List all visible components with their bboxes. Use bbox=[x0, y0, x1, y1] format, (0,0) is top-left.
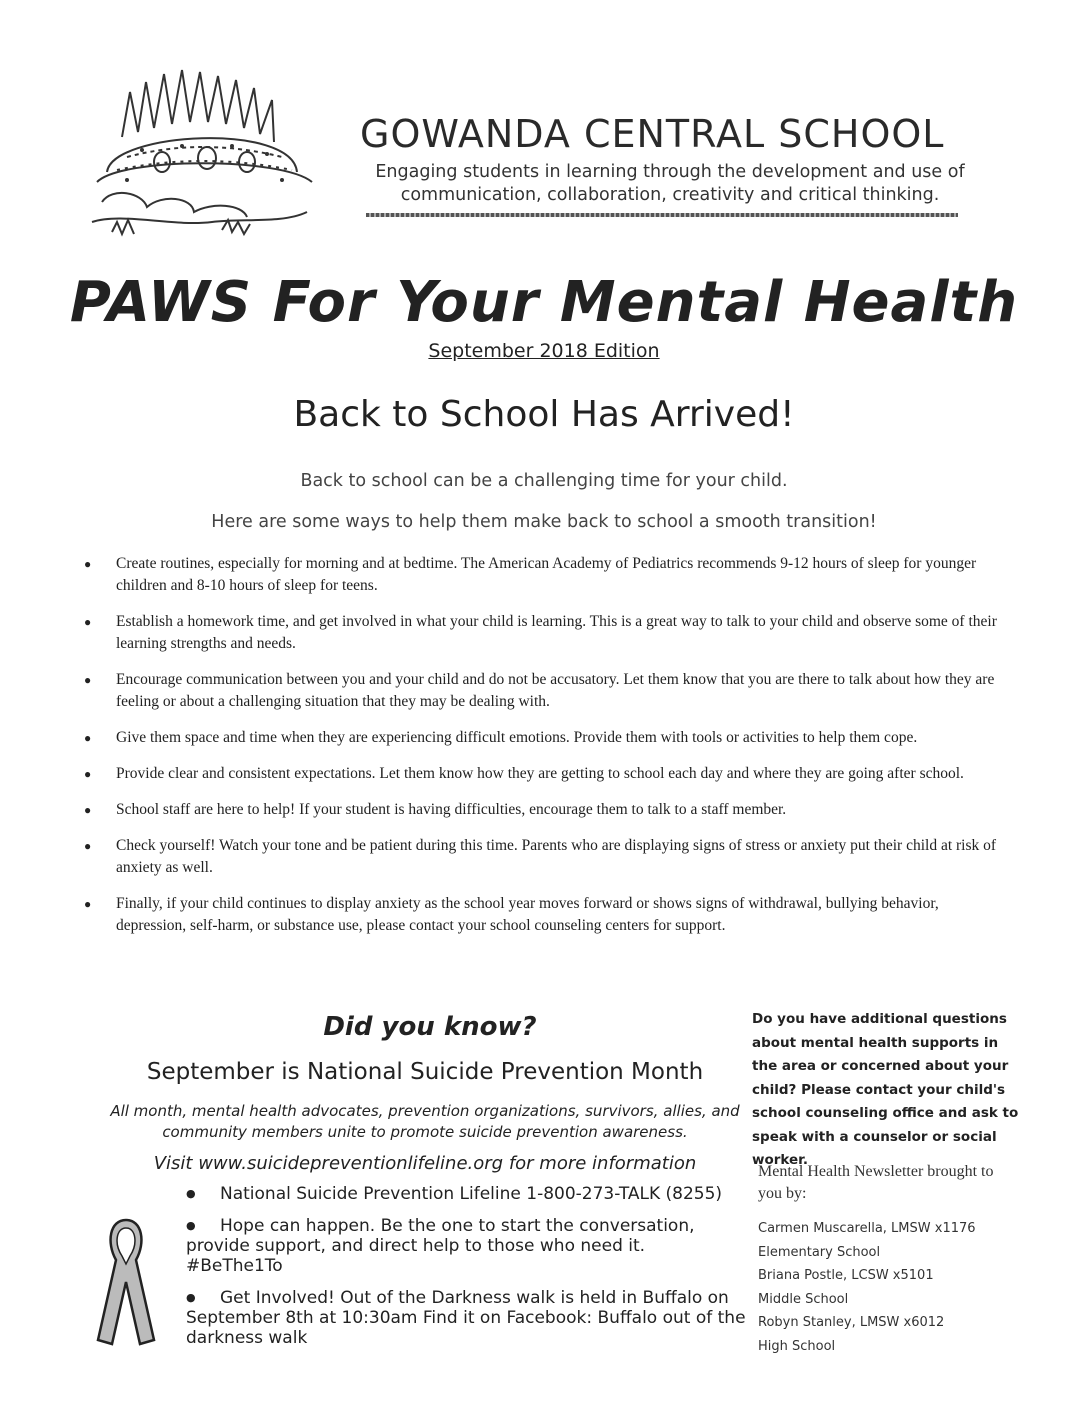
staff-school: Middle School bbox=[758, 1291, 849, 1307]
staff-name: Carmen Muscarella, LMSW x1176 bbox=[758, 1221, 976, 1236]
school-logo-icon bbox=[82, 62, 322, 247]
awareness-paragraph: All month, mental health advocates, prevention organizations, survivors, allies, and community members unite to promote suicide prevention awareness. bbox=[110, 1102, 740, 1141]
list-item: ● Provide clear and consistent expectations. Let them know how they are getting to school each day and where they are going after school. bbox=[82, 763, 1002, 785]
staff-school: High School bbox=[758, 1338, 836, 1354]
list-item: ● Finally, if your child continues to display anxiety as the school year moves forward or shows signs of withdrawal, bullying behavior, depression, self-harm, or substance use, please contact your school counseling centers for support. bbox=[84, 895, 939, 934]
intro-line-1: Back to school can be a challenging time for your child. bbox=[300, 471, 788, 491]
staff-name: Briana Postle, LCSW x5101 bbox=[758, 1268, 934, 1283]
bullet-icon: ● bbox=[84, 731, 92, 745]
bullet-icon: ● bbox=[84, 767, 92, 781]
bullet-icon: ● bbox=[84, 839, 92, 853]
school-name: GOWANDA CENTRAL SCHOOL bbox=[360, 112, 945, 156]
main-heading: Back to School Has Arrived! bbox=[293, 394, 795, 435]
bullet-icon: ● bbox=[84, 897, 92, 911]
contact-question: Do you have additional questions about mental health supports in the area or concerned about your child? Please contact your child's school counseling office and ask to speak with a counselor or social worker. bbox=[752, 1011, 1019, 1168]
list-item: ● School staff are here to help! If your student is having difficulties, encourage them to talk to a staff member. bbox=[82, 799, 1002, 821]
bullet-icon: ● bbox=[186, 1187, 196, 1200]
staff-school: Elementary School bbox=[758, 1244, 881, 1260]
list-item: ● Give them space and time when they are experiencing difficult emotions. Provide them with tools or activities to help them cope. bbox=[82, 727, 1002, 749]
tips-list bbox=[82, 553, 1002, 951]
newsletter-title: PAWS For Your Mental Health bbox=[69, 270, 1019, 335]
bullet-icon: ● bbox=[84, 615, 92, 629]
staff-list bbox=[758, 1217, 1018, 1358]
did-you-know-heading: Did you know? bbox=[323, 1012, 537, 1042]
intro-line-2: Here are some ways to help them make back to school a smooth transition! bbox=[211, 512, 877, 532]
credits-heading: Mental Health Newsletter brought to you by: bbox=[758, 1163, 994, 1202]
suicide-prevention-month-heading: September is National Suicide Prevention Month bbox=[146, 1059, 704, 1085]
edition-label: September 2018 Edition bbox=[428, 340, 660, 362]
list-item: ● Get Involved! Out of the Darkness walk is held in Buffalo on September 8th at 10:30am Find it on Facebook: Buffalo out of the darkness walk bbox=[186, 1288, 746, 1348]
awareness-ribbon-icon bbox=[86, 1212, 166, 1352]
list-item: ● Hope can happen. Be the one to start the conversation, provide support, and direct help to those who need it. #BeThe1To bbox=[186, 1216, 695, 1276]
bullet-icon: ● bbox=[84, 557, 92, 571]
school-tagline-line-1: Engaging students in learning through the development and use of bbox=[375, 162, 965, 182]
list-item: ● Create routines, especially for morning and at bedtime. The American Academy of Pediatrics recommends 9-12 hours of sleep for younger children and 8-10 hours of sleep for teens. bbox=[84, 555, 977, 594]
website-link[interactable]: Visit www.suicidepreventionlifeline.org for more information bbox=[153, 1153, 697, 1174]
header-divider bbox=[366, 213, 958, 217]
bullet-icon: ● bbox=[186, 1219, 196, 1232]
list-item: ● Establish a homework time, and get involved in what your child is learning. This is a great way to talk to your child and observe some of their learning strengths and needs. bbox=[84, 613, 997, 652]
bullet-icon: ● bbox=[84, 803, 92, 817]
staff-name: Robyn Stanley, LMSW x6012 bbox=[758, 1315, 945, 1330]
list-item: ● National Suicide Prevention Lifeline 1-800-273-TALK (8255) bbox=[186, 1184, 723, 1204]
resource-list bbox=[186, 1184, 746, 1360]
school-tagline-line-2: communication, collaboration, creativity and critical thinking. bbox=[400, 185, 940, 205]
list-item: ● Encourage communication between you and your child and do not be accusatory. Let them know that you are there to talk about how they are feeling or about a challenging situation that they may be dealing with. bbox=[84, 671, 995, 710]
list-item: ● Check yourself! Watch your tone and be patient during this time. Parents who are displaying signs of stress or anxiety put their child at risk of anxiety as well. bbox=[84, 837, 997, 876]
bullet-icon: ● bbox=[186, 1291, 196, 1304]
bullet-icon: ● bbox=[84, 673, 92, 687]
